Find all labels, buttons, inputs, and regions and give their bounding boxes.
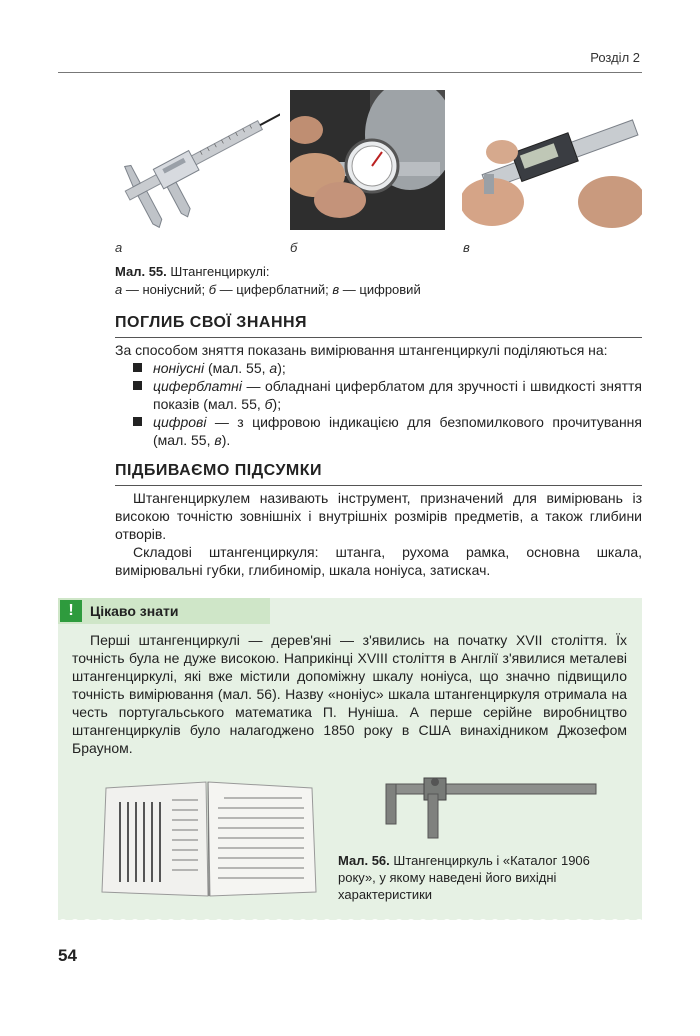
bullet-square-icon [133, 381, 142, 390]
item-ref: в [214, 432, 222, 448]
caption-c-letter: в [332, 282, 340, 297]
vernier-caliper-photo [115, 92, 280, 232]
figure-55-caption [115, 263, 421, 299]
caption-text: Штангенциркуль і «Каталог 1906 року», у якому наведені його вихідні характеристики [338, 853, 590, 902]
caption-b-text: — циферблатний; [216, 282, 333, 297]
dial-caliper-photo [290, 90, 445, 230]
caption-a-text: — ноніусний; [122, 282, 209, 297]
item-end: ); [277, 360, 286, 376]
summary-paragraph: Штангенциркулем називають інструмент, призначений для вимірювань із високою точністю зовнішніх і внутрішніх розмірів предметів, а також глибини отворів. [115, 490, 642, 542]
deepen-intro: За способом зняття показань вимірювання штангенциркулі поділяються на: [115, 342, 608, 358]
figure-56-caption [338, 852, 628, 903]
item-end: ). [221, 432, 231, 448]
item-term: цифрові [153, 414, 207, 430]
list-item [133, 413, 642, 449]
interest-title: Цікаво знати [90, 603, 179, 619]
summary-divider [115, 485, 642, 486]
item-end: ); [272, 396, 282, 412]
digital-caliper-photo [462, 92, 642, 232]
antique-caliper-photo [378, 774, 600, 844]
catalog-1906-photo [98, 778, 320, 902]
figure-letter-a: а [115, 240, 123, 255]
page-number: 54 [58, 946, 77, 965]
item-ref: б [264, 396, 273, 412]
summary-text [115, 489, 642, 579]
item-ref: а [269, 360, 278, 376]
item-term: ноніусні [153, 360, 205, 376]
caption-label: Мал. 56. [338, 853, 390, 868]
caption-title: Штангенциркулі: [170, 264, 270, 279]
caption-c-text: — цифровий [339, 282, 421, 297]
scalloped-edge [58, 914, 642, 924]
figure-letter-c: в [463, 240, 470, 255]
list-item [133, 359, 642, 377]
caption-label: Мал. 55. [115, 264, 167, 279]
section-label: Розділ 2 [590, 50, 640, 65]
header-divider [58, 72, 642, 73]
bullet-square-icon [133, 363, 142, 372]
caption-a-letter: а [115, 282, 123, 297]
deepen-title: ПОГЛИБ СВОЇ ЗНАННЯ [115, 314, 308, 331]
list-item [133, 377, 642, 413]
item-text: (мал. 55, [204, 360, 270, 376]
item-text: — обладнані циферблатом для зручності і швидкості зняття показів (мал. 55, [153, 378, 642, 412]
bullet-square-icon [133, 417, 142, 426]
classification-list [133, 359, 642, 449]
summary-paragraph: Складові штангенциркуля: штанга, рухома рамка, основна шкала, вимірювальні губки, глибиномір, шкала ноніуса, затискач. [115, 544, 642, 578]
summary-title: ПІДБИВАЄМО ПІДСУМКИ [115, 462, 322, 479]
interest-text [72, 631, 627, 757]
interest-paragraph: Перші штангенциркулі — дерев'яні — з'явились на початку XVII століття. Їх точність була не дуже високою. Наприкінці XVIII століття в Англії з'явилися металеві штангенциркулі, які вже містили допоміжну шкалу ноніуса, що значно підвищило точність вимірювання (мал. 56). Назву «ноніус» шкала штангенциркуля отримала на честь португальського математика П. Нуніша. А перше серійне виробництво штангенциркулів було налагоджено 1850 року в США винахідником Джозефом Брауном. [72, 632, 627, 756]
item-term: циферблатні [153, 378, 242, 394]
item-text: — з цифровою індикацією для безпомилкового прочитування (мал. 55, [153, 414, 642, 448]
deepen-divider [115, 337, 642, 338]
caption-b-letter: б [208, 282, 217, 297]
figure-letter-b: б [290, 240, 298, 255]
exclamation-icon: ! [60, 600, 82, 622]
